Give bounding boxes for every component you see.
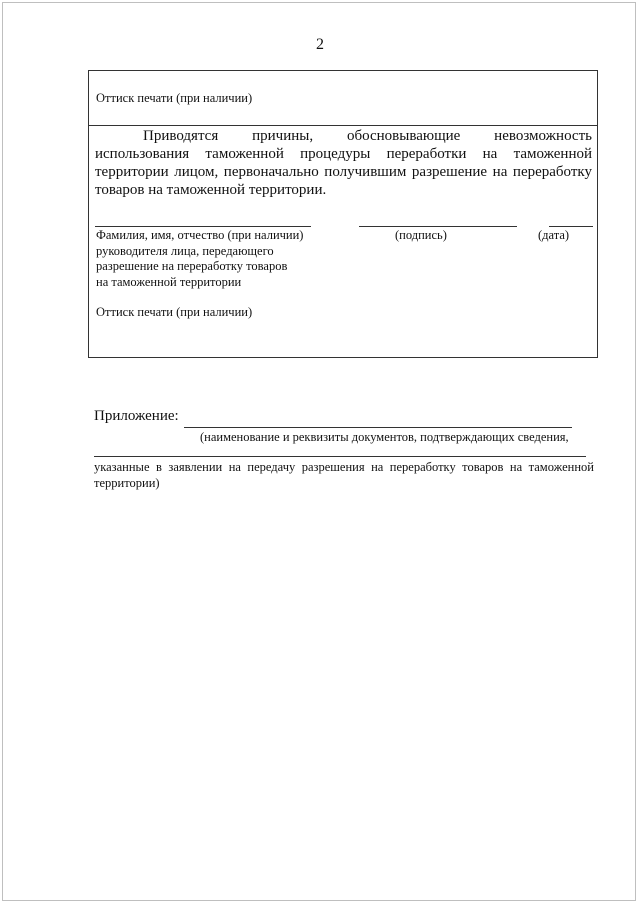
name-label-line-2: руководителя лица, передающего [96, 243, 274, 258]
seal-placeholder-bottom: Оттиск печати (при наличии) [96, 305, 253, 319]
signature-label: (подпись) [395, 228, 447, 242]
attachment-hint: (наименование и реквизиты документов, подтверждающих сведения, [200, 430, 569, 444]
date-label: (дата) [538, 228, 570, 242]
name-line [95, 226, 311, 227]
page-number: 2 [316, 36, 324, 53]
reasons-paragraph: Приводятся причины, обосновывающие невозможность использования таможенной процедуры переработки на таможенной территории лицом, первоначально получившим разрешение на переработку товаров на таможенной территории. [95, 128, 592, 198]
name-label-line-4: на таможенной территории [96, 274, 242, 289]
attachment-continuation: указанные в заявлении на передачу разрешения на переработку товаров на таможенной территории) [94, 460, 594, 490]
name-label-line-3: разрешение на переработку товаров [96, 259, 288, 273]
name-label-line-1: Фамилия, имя, отчество (при наличии) [96, 228, 304, 242]
attachment-line-2 [94, 456, 586, 457]
name-label [96, 228, 336, 290]
attachment-line-1 [184, 427, 572, 428]
signature-line [359, 226, 517, 227]
box-divider [89, 125, 597, 126]
form-box [88, 70, 598, 358]
attachment-label: Приложение: [94, 408, 179, 424]
seal-placeholder-top: Оттиск печати (при наличии) [96, 91, 253, 105]
date-line [549, 226, 593, 227]
